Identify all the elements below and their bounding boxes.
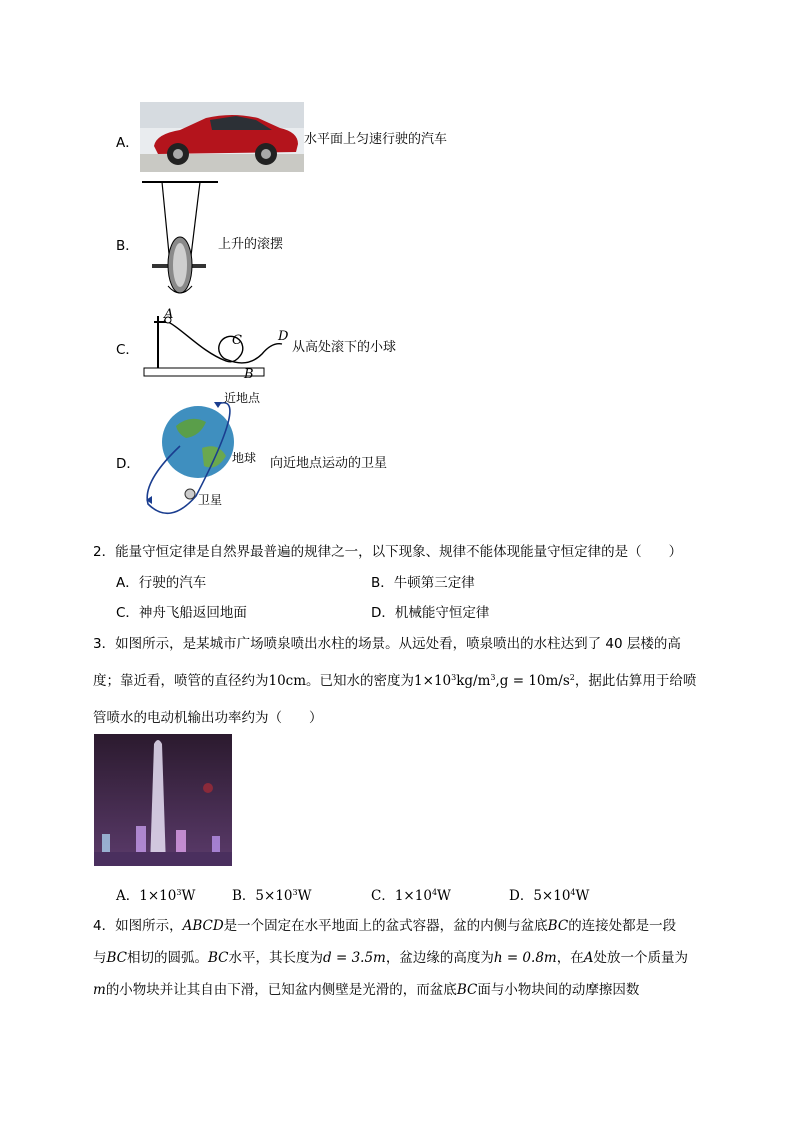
q3-line-1: 3．如图所示，是某城市广场喷泉喷出水柱的场景。从远处看，喷泉喷出的水柱达到了 40 层楼的高 bbox=[93, 636, 681, 652]
option-a-letter: A． bbox=[116, 135, 139, 151]
q4-line-3: m的小物块并让其自由下滑，已知盆内侧壁是光滑的，而盆底BC面与小物块间的动摩擦因数 bbox=[93, 982, 640, 998]
q3-line-2: 度；靠近看，喷管的直径约为10cm。已知水的密度为$1\times 10^3kg/m^3,g = 10m/s^2$，据此估算用于给喷 bbox=[93, 673, 697, 689]
track-label-a: A bbox=[164, 307, 174, 322]
q3-option-a: A．$1\times 10^3W$ bbox=[116, 888, 196, 904]
q3-option-d: D．$5\times 10^4W$ bbox=[509, 888, 590, 904]
option-a-caption: 水平面上匀速行驶的汽车 bbox=[304, 132, 448, 147]
option-c-letter: C． bbox=[116, 342, 139, 358]
option-c-caption: 从高处滚下的小球 bbox=[292, 340, 397, 355]
q2-option-c: C．神舟飞船返回地面 bbox=[116, 605, 247, 621]
q2-option-d: D．机械能守恒定律 bbox=[371, 605, 490, 621]
earth-label: 地球 bbox=[232, 451, 257, 465]
q2-option-b: B．牛顿第三定律 bbox=[371, 575, 475, 591]
track-label-c: C bbox=[232, 333, 242, 348]
car-image bbox=[140, 102, 304, 172]
q3-option-b: B．$5\times 10^3W$ bbox=[232, 888, 312, 904]
track-label-d: D bbox=[278, 329, 289, 344]
satellite-orbit-figure bbox=[140, 386, 280, 526]
option-d-letter: D． bbox=[116, 456, 140, 472]
q3-line-3: 管喷水的电动机输出功率约为（ ） bbox=[93, 710, 323, 726]
perigee-label: 近地点 bbox=[224, 391, 261, 405]
loop-track-figure bbox=[140, 306, 300, 384]
q2-stem: 2．能量守恒定律是自然界最普遍的规律之一，以下现象、规律不能体现能量守恒定律的是（ ） bbox=[93, 544, 683, 560]
q2-option-a: A．行驶的汽车 bbox=[116, 575, 207, 591]
track-label-b: B bbox=[244, 367, 254, 382]
q4-line-2: 与BC相切的圆弧。BC水平，其长度为d = 3.5m，盆边缘的高度为h = 0.8m，在A处放一个质量为 bbox=[93, 950, 688, 966]
option-b-letter: B． bbox=[116, 238, 139, 254]
fountain-photo bbox=[94, 734, 232, 866]
rolling-pendulum-figure bbox=[140, 178, 220, 298]
q4-line-1: 4．如图所示，ABCD是一个固定在水平地面上的盆式容器，盆的内侧与盆底BC的连接处都是一段 bbox=[93, 918, 677, 934]
satellite-label: 卫星 bbox=[198, 493, 223, 507]
q3-option-c: C．$1\times 10^4W$ bbox=[371, 888, 451, 904]
option-d-caption: 向近地点运动的卫星 bbox=[270, 456, 388, 471]
option-b-caption: 上升的滚摆 bbox=[218, 237, 284, 252]
